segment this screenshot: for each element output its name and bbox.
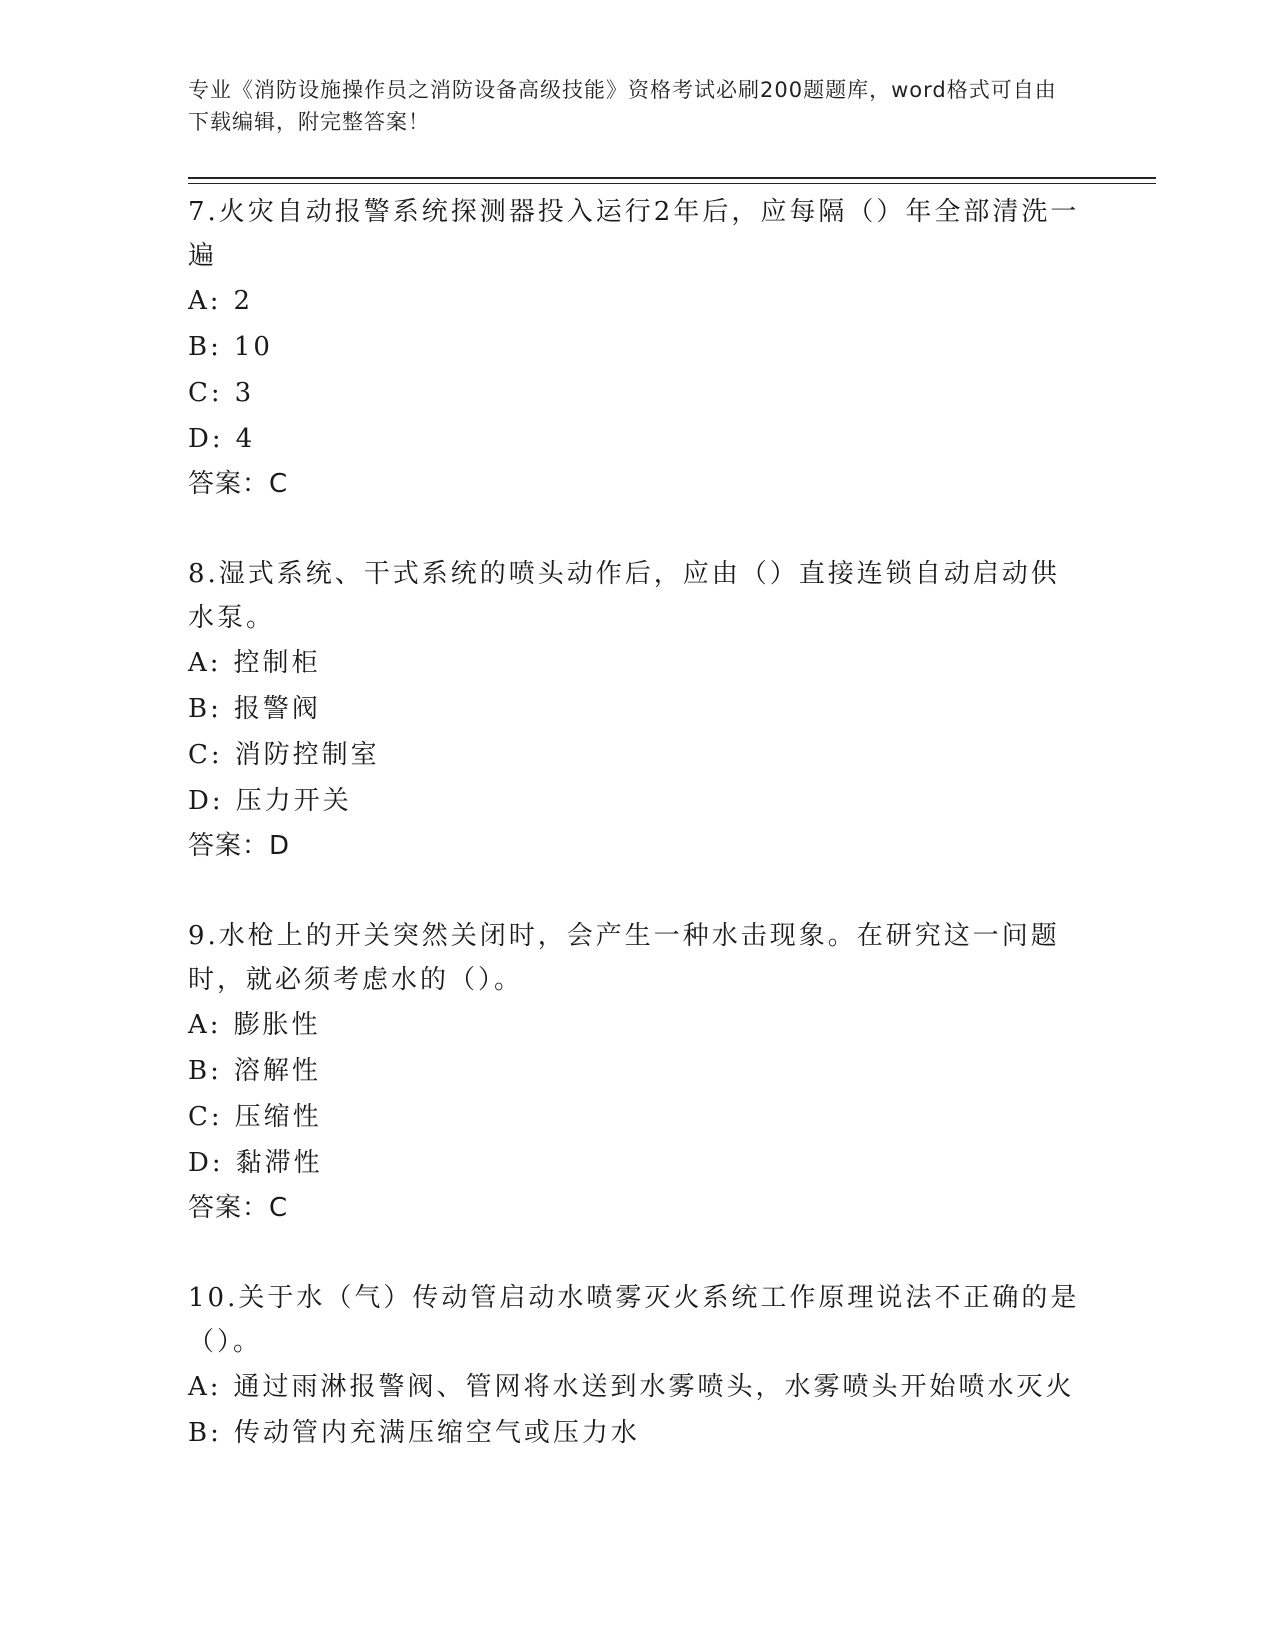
option-letter: C: bbox=[188, 1102, 223, 1132]
option-text: 黏滞性 bbox=[235, 1148, 323, 1178]
option-letter: B: bbox=[188, 694, 222, 724]
option-c bbox=[188, 370, 1088, 416]
question-8 bbox=[188, 552, 1088, 868]
option-text: 溶解性 bbox=[233, 1056, 321, 1086]
option-text: 4 bbox=[235, 424, 256, 454]
option-letter: C: bbox=[188, 740, 223, 770]
option-letter: D: bbox=[188, 424, 224, 454]
option-letter: A: bbox=[188, 1372, 222, 1402]
option-text: 10 bbox=[233, 332, 273, 362]
option-c bbox=[188, 1094, 1088, 1140]
option-letter: B: bbox=[188, 332, 222, 362]
option-letter: C: bbox=[188, 378, 223, 408]
option-text: 消防控制室 bbox=[234, 740, 380, 770]
option-a bbox=[188, 640, 1088, 686]
answer-line: 答案：C bbox=[188, 469, 289, 499]
option-letter: B: bbox=[188, 1056, 222, 1086]
option-text: 报警阀 bbox=[233, 694, 321, 724]
header-rule-thick bbox=[188, 177, 1156, 179]
question-text: 10.关于水（气）传动管启动水喷雾灭火系统工作原理说法不正确的是（）。 bbox=[188, 1283, 1080, 1357]
option-text: 膨胀性 bbox=[233, 1010, 321, 1040]
option-text: 控制柜 bbox=[233, 648, 321, 678]
option-d bbox=[188, 778, 1088, 824]
question-text: 7.火灾自动报警系统探测器投入运行2年后，应每隔（）年全部清洗一遍 bbox=[188, 197, 1080, 271]
option-d bbox=[188, 416, 1088, 462]
document-header: 专业《消防设施操作员之消防设备高级技能》资格考试必刷200题题库，word格式可自由下载编辑，附完整答案！ bbox=[188, 78, 1057, 134]
option-a bbox=[188, 1002, 1088, 1048]
option-a bbox=[188, 1364, 1088, 1410]
option-c bbox=[188, 732, 1088, 778]
question-10 bbox=[188, 1276, 1088, 1456]
option-text: 2 bbox=[233, 286, 254, 316]
question-list bbox=[188, 190, 1088, 1456]
question-9 bbox=[188, 914, 1088, 1230]
answer-line: 答案：D bbox=[188, 831, 291, 861]
option-text: 传动管内充满压缩空气或压力水 bbox=[233, 1418, 640, 1448]
question-text: 9.水枪上的开关突然关闭时，会产生一种水击现象。在研究这一问题时，就必须考虑水的（）。 bbox=[188, 921, 1060, 995]
option-letter: A: bbox=[188, 286, 222, 316]
option-letter: D: bbox=[188, 1148, 224, 1178]
option-letter: A: bbox=[188, 648, 222, 678]
option-text: 通过雨淋报警阀、管网将水送到水雾喷头，水雾喷头开始喷水灭火 bbox=[233, 1372, 1075, 1402]
option-b bbox=[188, 1410, 1088, 1456]
option-text: 3 bbox=[234, 378, 255, 408]
question-7 bbox=[188, 190, 1088, 506]
option-letter: A: bbox=[188, 1010, 222, 1040]
question-text: 8.湿式系统、干式系统的喷头动作后，应由（）直接连锁自动启动供水泵。 bbox=[188, 559, 1060, 633]
option-letter: B: bbox=[188, 1418, 222, 1448]
answer-line: 答案：C bbox=[188, 1193, 289, 1223]
option-text: 压力开关 bbox=[235, 786, 352, 816]
header-rule-thin bbox=[188, 183, 1156, 184]
option-b bbox=[188, 324, 1088, 370]
option-a bbox=[188, 278, 1088, 324]
option-b bbox=[188, 686, 1088, 732]
option-b bbox=[188, 1048, 1088, 1094]
option-d bbox=[188, 1140, 1088, 1186]
option-text: 压缩性 bbox=[234, 1102, 322, 1132]
option-letter: D: bbox=[188, 786, 224, 816]
